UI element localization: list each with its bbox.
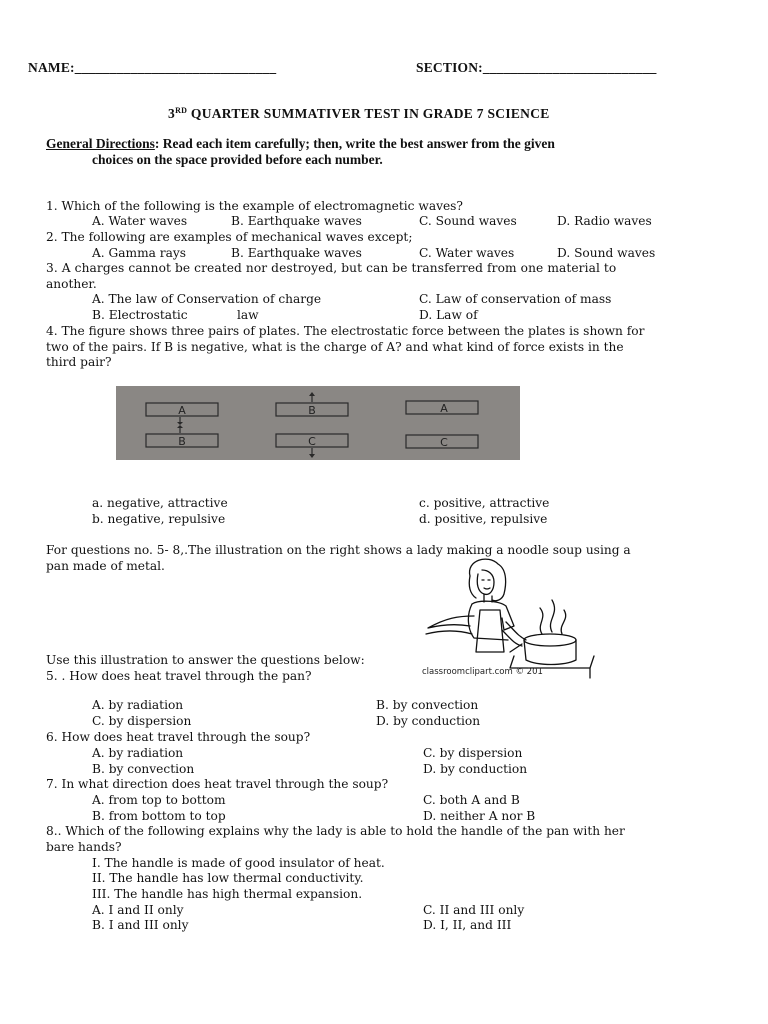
steam-icon [540, 608, 543, 634]
q3-choice-b-part2: law [237, 308, 259, 322]
plate-2-top-label: B [308, 404, 316, 417]
plate-2-bottom-label: C [308, 435, 316, 448]
q2-choice-d: D. Sound waves [557, 246, 656, 260]
q2-stem: 2. The following are examples of mechanical waves except; [46, 230, 413, 244]
q7-choice-a: A. from top to bottom [92, 793, 226, 807]
q1-choice-b: B. Earthquake waves [231, 214, 362, 228]
q1-choice-a: A. Water waves [92, 214, 188, 228]
arrow-up-icon [309, 392, 315, 396]
q3-choice-c: C. Law of conservation of mass [419, 292, 612, 306]
q2-choice-a: A. Gamma rays [92, 246, 187, 260]
q3-choice-b-part1: B. Electrostatic [92, 308, 188, 322]
q8-stem-2: bare hands? [46, 840, 122, 854]
q8-choice-c: C. II and III only [423, 903, 525, 917]
title-ordinal: 3 [168, 106, 176, 121]
arrow-up-icon [177, 425, 183, 428]
name-field-label: NAME:_____________________________ [28, 60, 277, 75]
plate-1-top-label: A [178, 404, 186, 417]
q6-choice-d: D. by conduction [423, 762, 528, 776]
test-title [168, 106, 550, 122]
q6-stem: 6. How does heat travel through the soup? [46, 730, 311, 744]
q8-choice-d: D. I, II, and III [423, 918, 512, 932]
q5-choice-d: D. by conduction [376, 714, 481, 728]
q4-choice-c: c. positive, attractive [419, 496, 550, 510]
q6-choice-c: C. by dispersion [423, 746, 523, 760]
face [477, 570, 494, 594]
pot-rim [524, 634, 576, 646]
q5-8-use-illustration: Use this illustration to answer the questions below: [46, 653, 365, 667]
q4-stem-3: third pair? [46, 355, 112, 369]
plate-3-bottom-label: C [440, 436, 448, 449]
arrow-down-icon [177, 422, 183, 425]
clipart-watermark: classroomclipart.com © 201 [422, 667, 543, 677]
q5-choice-c: C. by dispersion [92, 714, 192, 728]
arrow-down-icon [309, 454, 315, 458]
q4-choice-b: b. negative, repulsive [92, 512, 226, 526]
directions-line-2: choices on the space provided before each number. [92, 152, 383, 167]
q4-stem-2: two of the pairs. If B is negative, what is the charge of A? and what kind of force exists in the [46, 340, 624, 354]
q6-choice-b: B. by convection [92, 762, 195, 776]
q7-choice-d: D. neither A nor B [423, 809, 536, 823]
q4-stem-1: 4. The figure shows three pairs of plates. The electrostatic force between the plates is shown for [46, 324, 645, 338]
q5-choice-b: B. by convection [376, 698, 479, 712]
q8-stem-1: 8.. Which of the following explains why the lady is able to hold the handle of the pan with her [46, 824, 625, 838]
q1-stem: 1. Which of the following is the example of electromagnetic waves? [46, 199, 463, 213]
q3-choice-a: A. The law of Conservation of charge [92, 292, 322, 306]
q1-choice-d: D. Radio waves [557, 214, 652, 228]
q7-choice-c: C. both A and B [423, 793, 520, 807]
scarf [428, 616, 474, 628]
q6-choice-a: A. by radiation [92, 746, 184, 760]
charged-plates-figure [116, 386, 520, 460]
plates-drawing [116, 386, 520, 460]
q3-stem-1: 3. A charges cannot be created nor destroyed, but can be transferred from one material to [46, 261, 617, 275]
title-ordinal-suffix: RD [175, 106, 188, 115]
q8-choice-a: A. I and II only [92, 903, 184, 917]
q8-statement-iii: III. The handle has high thermal expansion. [92, 887, 363, 901]
directions-text-1: : Read each item carefully; then, write the best answer from the given [154, 136, 555, 151]
q7-choice-b: B. from bottom to top [92, 809, 226, 823]
directions-label: General Directions [46, 136, 155, 151]
section-field-label: SECTION:_________________________ [416, 60, 657, 75]
q4-choice-a: a. negative, attractive [92, 496, 228, 510]
q8-statement-i: I. The handle is made of good insulator of heat. [92, 856, 385, 870]
q5-choice-a: A. by radiation [92, 698, 184, 712]
title-text: QUARTER SUMMATIVER TEST IN GRADE 7 SCIENCE [187, 106, 550, 121]
q2-choice-b: B. Earthquake waves [231, 246, 362, 260]
q1-choice-c: C. Sound waves [419, 214, 517, 228]
lady-cooking-illustration [418, 556, 600, 680]
q8-statement-ii: II. The handle has low thermal conductivity. [92, 871, 364, 885]
q4-choice-d: d. positive, repulsive [419, 512, 548, 526]
apron [476, 610, 504, 652]
plate-3-top-label: A [440, 402, 448, 415]
q3-choice-d: D. Law of [419, 308, 478, 322]
q8-choice-b: B. I and III only [92, 918, 189, 932]
q7-stem: 7. In what direction does heat travel through the soup? [46, 777, 389, 791]
pot-handle [510, 644, 522, 652]
q2-choice-c: C. Water waves [419, 246, 515, 260]
q3-stem-2: another. [46, 277, 97, 291]
directions-line-1 [46, 136, 555, 152]
q5-8-intro-1: For questions no. 5- 8,.The illustration on the right shows a lady making a noodle soup using a [46, 543, 631, 557]
plate-1-bottom-label: B [178, 435, 186, 448]
q5-stem: 5. . How does heat travel through the pan? [46, 669, 312, 683]
q5-8-intro-2: pan made of metal. [46, 559, 165, 573]
